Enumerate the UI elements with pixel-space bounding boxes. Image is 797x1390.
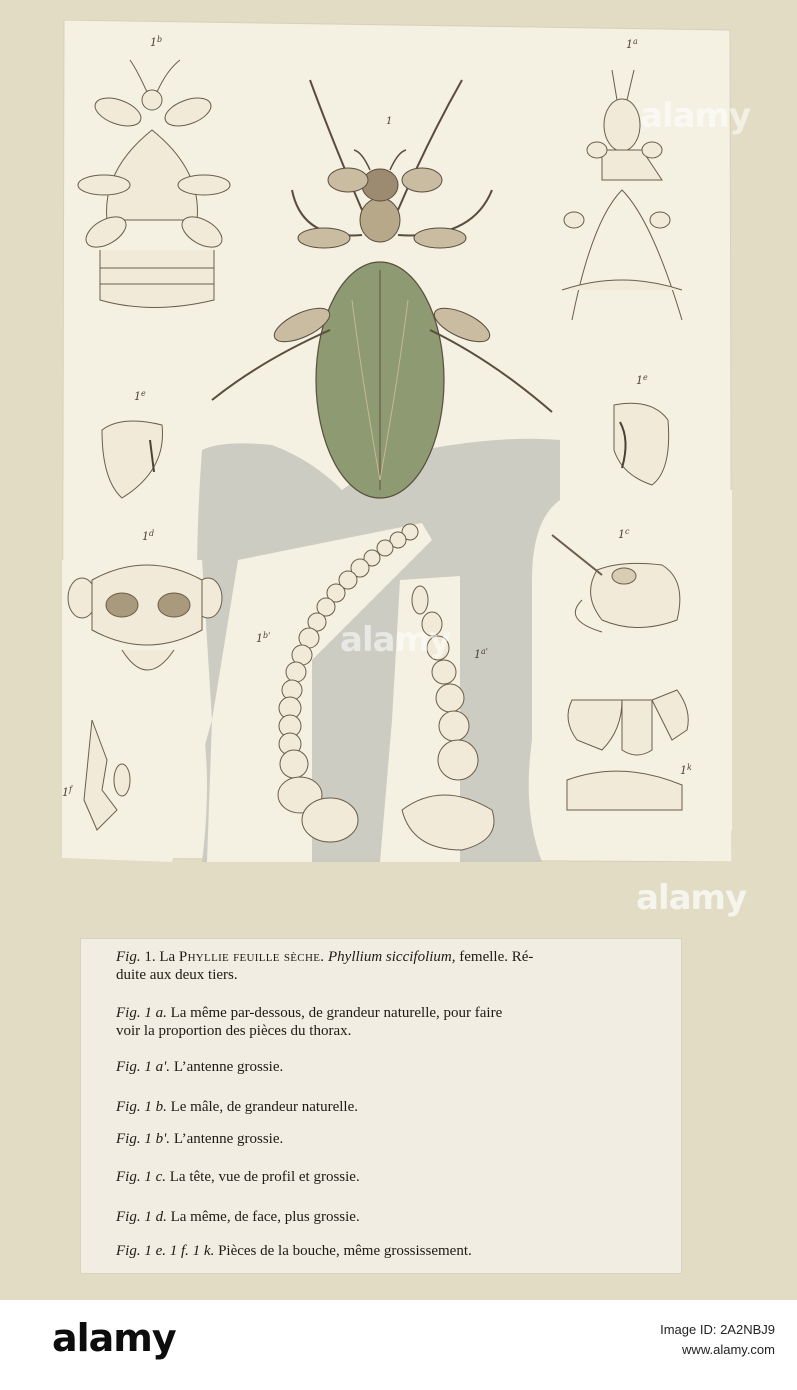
label-fig-1a: 1$^a$: [626, 37, 638, 51]
image-id: Image ID: 2A2NBJ9: [660, 1322, 775, 1337]
caption-line-2: duite aux deux tiers.: [116, 967, 238, 983]
caption-panel: [80, 938, 682, 1274]
label-fig-1e-left: 1e: [134, 389, 146, 403]
caption-line-10: Fig. 1 e. 1 f. 1 k. Pièces de la bouche, même grossissement.: [116, 1243, 472, 1259]
label-fig-1d: 1$^d$: [142, 529, 155, 543]
caption-line-8: Fig. 1 c. La tête, vue de profil et grossie.: [116, 1169, 360, 1185]
plate-illustration: [62, 20, 732, 862]
caption-line-6: Fig. 1 b. Le mâle, de grandeur naturelle.: [116, 1099, 358, 1115]
watermark: alamy: [636, 878, 747, 918]
thorax: [360, 198, 400, 242]
watermark: alamy: [340, 620, 451, 660]
watermark: alamy: [640, 96, 751, 136]
label-fig-1e-right: 1e: [636, 373, 648, 387]
alamy-logo[interactable]: alamy: [52, 1316, 176, 1360]
caption-line-9: Fig. 1 d. La même, de face, plus grossie.: [116, 1209, 360, 1225]
caption-line-5: Fig. 1 a'. L’antenne grossie.: [116, 1059, 284, 1075]
caption-line-4: voir la proportion des pièces du thorax.: [116, 1023, 352, 1039]
caption-line-3: Fig. 1 a. La même par-dessous, de grandeur naturelle, pour faire: [116, 1005, 503, 1021]
label-fig-1k: 1$^k$: [680, 763, 692, 777]
label-fig-1c: 1$^c$: [618, 527, 630, 541]
label-fig-1b-prime: $1^{b'}$: [256, 631, 271, 645]
label-fig-1b: 1$^b$: [150, 35, 163, 49]
caption-line-1: Fig. 1. La Phyllie feuille sèche. Phyllium siccifolium, femelle. Ré-: [116, 949, 534, 965]
label-fig-1a-prime: $1^{a'}$: [474, 647, 488, 661]
label-fig-1f: 1$^f$: [62, 785, 72, 799]
head: [362, 169, 398, 201]
site-url[interactable]: www.alamy.com: [682, 1342, 775, 1357]
caption-line-7: Fig. 1 b'. L’antenne grossie.: [116, 1131, 284, 1147]
label-fig-1: 1: [386, 116, 393, 127]
